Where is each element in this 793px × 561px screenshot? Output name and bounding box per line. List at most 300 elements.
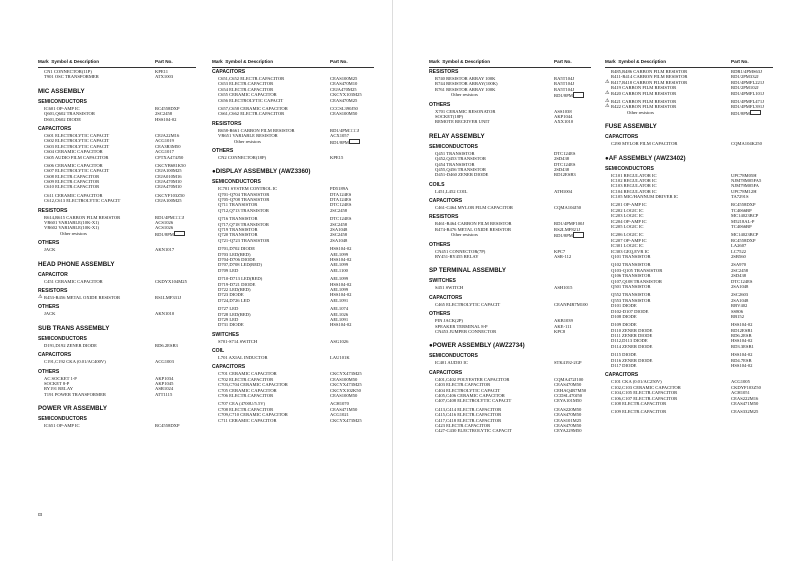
parts-row bbox=[38, 247, 196, 252]
section-title: ●DISPLAY ASSEMBLY (AWZ3360) bbox=[212, 168, 311, 176]
subsection-title: COIL bbox=[212, 348, 225, 355]
part-number-text: 2SD438 bbox=[554, 156, 570, 162]
part-description: Q101 TRANSISTOR bbox=[611, 253, 651, 259]
part-description: Q719 TRANSISTOR bbox=[218, 227, 258, 233]
part-number-text: RD1/4PMF100J bbox=[554, 221, 585, 227]
part-description: Q701-Q704 TRANSISTOR bbox=[218, 191, 270, 197]
part-description: IC205 LOGIC IC bbox=[611, 224, 644, 230]
part-number-text: CEAS470M25 bbox=[330, 97, 358, 103]
part-description: C404 ELECTROLYTIC CAPACIT bbox=[435, 387, 501, 393]
subsection-title: RESISTORS bbox=[429, 69, 459, 75]
part-number-text: CCDSL470J50 bbox=[554, 392, 583, 398]
parts-row bbox=[429, 254, 591, 259]
part-number-text: ATX1003 bbox=[155, 74, 174, 80]
part-description: D114 ZENER DIODE bbox=[611, 343, 653, 349]
part-number-text: KPE15 bbox=[330, 154, 344, 160]
part-number bbox=[731, 363, 752, 368]
part-description: VR601 VARIABLE(10K-X1) bbox=[44, 220, 100, 226]
part-description: S701-S714 SWITCH bbox=[218, 338, 258, 344]
part-description: C654 ELECTR.CAPACITOR bbox=[218, 86, 274, 92]
part-number-text: AKP1045 bbox=[155, 380, 174, 386]
subsection-title: SEMICONDUCTORS bbox=[429, 143, 478, 150]
part-number-text: 2SA1048 bbox=[330, 227, 348, 233]
header-mark-symbol: Mark Symbol & Description bbox=[212, 59, 274, 64]
part-number-text: RD12ESB3 bbox=[554, 172, 576, 178]
part-number-text: CEANP4R7M100 bbox=[554, 301, 588, 307]
part-description: R744 RESISTOR ARRAY(100K) bbox=[435, 81, 498, 87]
part-description: SPEAKER TERMINAL 8-P bbox=[435, 323, 488, 329]
section-title: FUSE ASSEMBLY bbox=[605, 123, 657, 131]
part-number-text: UPC78M12H bbox=[731, 188, 757, 194]
part-number-text: 2SB560 bbox=[731, 253, 746, 259]
part-description: C102,C103 CERAMIC CAPACITOR bbox=[611, 384, 681, 390]
part-description: R474-R476 METAL OXIDE RESISTOR bbox=[435, 226, 512, 232]
part-description: IC303 GEQ,EVR IC bbox=[611, 248, 650, 254]
part-number-text: ASR1024 bbox=[155, 386, 174, 392]
part-description: IC206 LOGIC IC bbox=[611, 232, 644, 238]
part-number-text: CQMA472J100 bbox=[554, 376, 584, 382]
part-description: R453-R456 METAL OXIDE RESISTOR bbox=[44, 294, 121, 300]
part-description: IC301 LOGIC IC bbox=[611, 243, 644, 249]
part-description: C407,C408 ELECTROLYTIC CAPACIT bbox=[435, 398, 512, 404]
part-description: R461-R464 CARBON FILM RESISTOR bbox=[435, 221, 512, 227]
part-description: Q103-Q105 TRANSISTOR bbox=[611, 267, 663, 273]
part-description: REMOTE RECEIVER UNIT bbox=[435, 119, 490, 125]
part-description: VR651 VARIABLE RESISTOR bbox=[218, 133, 278, 139]
part-description: L451,L452 COIL bbox=[435, 188, 468, 194]
part-number-text: RS1LMF331J bbox=[155, 294, 182, 300]
part-number-text: TC4066BP bbox=[731, 207, 752, 213]
parts-row bbox=[212, 393, 374, 398]
part-description: R485,R486 CARBON FILM RESISTOR bbox=[611, 69, 688, 74]
part-number-text: ACX1057 bbox=[330, 133, 349, 139]
section-title: MIC ASSEMBLY bbox=[38, 87, 85, 95]
part-description: C608 ELECTR.CAPACITOR bbox=[44, 173, 100, 179]
part-description: C108 ELECTR.CAPACITOR bbox=[611, 400, 667, 406]
part-number-text: CEAS100M50 bbox=[330, 111, 358, 117]
part-number-text: ACH1070 bbox=[330, 401, 349, 407]
part-number-text: RD1/4PMFL391J bbox=[731, 104, 764, 110]
parts-row bbox=[212, 355, 374, 360]
part-description: AC SOCKET 1-P bbox=[44, 375, 77, 381]
part-description: Other resistors bbox=[60, 230, 87, 236]
part-number-text: CEJA22M16 bbox=[155, 132, 180, 138]
part-description: IC203 LOGIC IC bbox=[611, 213, 644, 219]
part-number-text: CEJA010M16 bbox=[155, 173, 182, 179]
part-number-text: CEAS470M10 bbox=[330, 81, 358, 87]
part-number-text: RC4558DXP bbox=[155, 105, 180, 111]
part-number-text: RC4558DXP bbox=[155, 423, 180, 429]
part-number-text: RD1/4PM□□□J bbox=[155, 214, 185, 220]
section-title: ●POWER ASSEMBLY (AWZ2734) bbox=[429, 342, 525, 350]
subsection-title: SEMICONDUCTORS bbox=[38, 98, 87, 105]
parts-row bbox=[605, 194, 773, 199]
safety-mark-icon: ⚠ bbox=[605, 98, 610, 104]
part-number-text: CEAS100M50 bbox=[330, 376, 358, 382]
part-description: C661,C662 ELECTR.CAPACITOR bbox=[218, 111, 285, 117]
part-description: R417,R418 CARBON FILM RESISTOR bbox=[611, 79, 688, 85]
page-footer-mark: ⊡ bbox=[38, 513, 43, 518]
part-number-text: RD1/8PM bbox=[330, 139, 349, 145]
part-number-text: CEAS101M25 bbox=[554, 417, 582, 423]
parts-row bbox=[212, 339, 374, 344]
part-number-text: NJM79M05FA bbox=[731, 183, 759, 189]
part-number-text: AEL1099 bbox=[330, 276, 349, 282]
section-title: ●AF ASSEMBLY (AWZ3402) bbox=[605, 154, 686, 162]
part-description: C415,C416 ELECTR.CAPACITOR bbox=[435, 412, 502, 418]
parts-row bbox=[212, 208, 374, 213]
part-number-text: RA5T104J bbox=[554, 86, 575, 92]
part-description: SOCKET(18P) bbox=[435, 113, 464, 119]
part-number bbox=[330, 139, 360, 145]
part-description: C104,C105 ELECTR.CAPACITOR bbox=[611, 390, 678, 396]
part-description: D723 DIODE bbox=[218, 292, 244, 298]
part-number-text: RA5T104J bbox=[554, 81, 575, 87]
part-description: C401,C402 POLYESTER CAPACITOR bbox=[435, 376, 510, 382]
part-number bbox=[554, 398, 582, 403]
part-number bbox=[330, 238, 347, 243]
part-number-text: CEAS220M50 bbox=[554, 406, 582, 412]
part-description: C465 ELECTROLYTIC CAPACIT bbox=[435, 301, 501, 307]
part-number-text: CEYA229M50 bbox=[554, 428, 582, 434]
part-number-text: RS2LMF821J bbox=[554, 226, 581, 232]
parts-row bbox=[605, 401, 773, 406]
subsection-title: CAPACITORS bbox=[212, 364, 246, 371]
part-number-text: CEAS470M50 bbox=[554, 412, 582, 418]
parts-row bbox=[429, 329, 591, 334]
part-description: Other resistors bbox=[627, 109, 654, 115]
part-number bbox=[155, 295, 181, 300]
subsection-title: OTHERS bbox=[429, 241, 451, 248]
part-description: D728 LED(RED) bbox=[218, 311, 251, 317]
subsection-title: OTHERS bbox=[38, 304, 60, 311]
part-number-text: 2SC2458 bbox=[731, 267, 749, 273]
part-description: VR602 VARIABLE(10K-X1) bbox=[44, 225, 100, 231]
part-number-text: 2SA970 bbox=[731, 262, 747, 268]
part-description: Q720 TRANSISTOR bbox=[218, 232, 258, 238]
parts-row bbox=[605, 224, 773, 229]
part-number-text: PD5189A bbox=[330, 186, 349, 192]
part-description: IC105 MIC/HANNUM DRIVER IC bbox=[611, 194, 679, 200]
part-description: Q711 TRANSISTOR bbox=[218, 202, 258, 208]
part-description: Q102 TRANSISTOR bbox=[611, 262, 651, 268]
parts-row bbox=[212, 418, 374, 423]
part-number bbox=[731, 284, 748, 289]
part-number-text: RD1/4PMFL101J bbox=[731, 90, 764, 96]
part-description: D115 DIODE bbox=[611, 352, 637, 358]
part-description: D108 DIODE bbox=[611, 313, 637, 319]
part-number bbox=[330, 418, 362, 423]
part-description: D731 DIODE bbox=[218, 322, 244, 328]
part-number-text: RDR1/4PMS63J bbox=[731, 69, 762, 74]
parts-row bbox=[38, 184, 196, 189]
part-description: C606 CERAMIC CAPACITOR bbox=[44, 162, 103, 168]
part-description: D111 ZENER DIODE bbox=[611, 333, 653, 339]
part-number-text: SS806 bbox=[731, 308, 744, 314]
part-description: C413,C414 ELECTR.CAPACITOR bbox=[435, 406, 502, 412]
part-number-text: CKCYX473M25 bbox=[330, 371, 362, 377]
part-number-text: ASS1038 bbox=[554, 108, 572, 114]
part-number-text: RD1/8PM bbox=[731, 110, 750, 116]
parts-row bbox=[38, 311, 196, 316]
part-number-text: ACG1019 bbox=[155, 138, 174, 144]
part-number-text: ACG1003 bbox=[155, 359, 174, 365]
part-number-text: CEAS332M25 bbox=[731, 409, 759, 415]
part-number-text: 2SA1048 bbox=[330, 237, 348, 243]
part-description: Q455,Q456 TRANSISTOR bbox=[435, 166, 486, 172]
part-description: Other resistors bbox=[234, 138, 261, 144]
parts-row bbox=[38, 117, 196, 122]
part-description: IC103 REGULATOR IC bbox=[611, 183, 657, 189]
part-description: Q454 TRANSISTOR bbox=[435, 161, 475, 167]
part-number bbox=[731, 401, 758, 406]
parts-row bbox=[212, 298, 374, 303]
parts-row bbox=[212, 155, 374, 160]
parts-row bbox=[605, 409, 773, 414]
parts-row bbox=[429, 189, 591, 194]
part-number bbox=[155, 74, 173, 79]
parts-row bbox=[212, 322, 374, 327]
part-description: C711 CERAMIC CAPACITOR bbox=[218, 417, 277, 423]
part-description: IC601 OP-AMP IC bbox=[44, 105, 80, 111]
part-description: C655 CERAMIC CAPACITOR bbox=[218, 92, 277, 98]
part-description: C709,C710 CERAMIC CAPACITOR bbox=[218, 412, 288, 418]
parts-row bbox=[429, 232, 591, 237]
parts-row bbox=[605, 284, 773, 289]
part-description: D710-D713 LED(RED) bbox=[218, 276, 263, 282]
part-number-text: RBV402 bbox=[731, 303, 748, 309]
parts-row bbox=[212, 98, 374, 103]
part-number-text: AKB1039 bbox=[554, 318, 573, 324]
part-number bbox=[554, 428, 582, 433]
section-title: SP TERMINAL ASSEMBLY bbox=[429, 267, 507, 275]
part-number-text: AKN1010 bbox=[155, 311, 175, 317]
part-number-text: CEYA101M50 bbox=[554, 398, 582, 404]
part-number bbox=[554, 205, 581, 210]
part-number-text: CKCYX473M25 bbox=[330, 382, 362, 388]
part-number-text: AKP1044 bbox=[554, 113, 573, 119]
part-number bbox=[731, 110, 761, 116]
part-description: D102-D107 DIODE bbox=[611, 308, 649, 314]
subsection-title: CAPACITORS bbox=[38, 352, 72, 359]
header-part-no: Part No. bbox=[155, 59, 173, 64]
header-mark-symbol: Mark Symbol & Description bbox=[605, 59, 667, 64]
part-number-text: RD12ESB1 bbox=[731, 327, 753, 333]
header-part-no: Part No. bbox=[330, 59, 348, 64]
subsection-title: CAPACITORS bbox=[605, 134, 639, 141]
parts-row bbox=[212, 139, 374, 144]
part-description: R411-R414 CARBON FILM RESISTOR bbox=[611, 74, 688, 80]
part-number bbox=[330, 355, 350, 360]
part-number-text: CKCYX473M25 bbox=[330, 417, 362, 423]
header-mark-symbol: Mark Symbol & Description bbox=[38, 59, 100, 64]
parts-row bbox=[429, 302, 591, 307]
part-number-text: CEAS470M50 bbox=[554, 382, 582, 388]
part-number bbox=[554, 119, 573, 124]
part-number-text: 2SC2458 bbox=[330, 207, 348, 213]
part-number-text: CEJA470M25 bbox=[330, 86, 357, 92]
part-description: D709 LED bbox=[218, 267, 239, 273]
part-number bbox=[554, 232, 584, 238]
part-number-text: ACG1021 bbox=[330, 412, 349, 418]
part-description: C610 ELECTR.CAPACITOR bbox=[44, 184, 100, 190]
header-col-3 bbox=[429, 59, 591, 68]
subsection-title: OTHERS bbox=[212, 147, 234, 154]
part-description: C611 CERAMIC CAPACITOR bbox=[44, 192, 103, 198]
part-number-text: AEL1026 bbox=[330, 311, 349, 317]
part-number-text: AEL1091 bbox=[330, 297, 349, 303]
part-description: C609 ELECTR.CAPACITOR bbox=[44, 179, 100, 185]
part-description: D601,D602 DIODE bbox=[44, 116, 82, 122]
part-number bbox=[155, 311, 174, 316]
part-description: T901 OSC TRANSFORMER bbox=[44, 74, 99, 80]
header-part-no: Part No. bbox=[554, 59, 572, 64]
part-description: R420 CARBON FILM RESISTOR bbox=[611, 90, 677, 96]
part-number-text: CFTXA474J50 bbox=[155, 154, 184, 160]
parts-row bbox=[38, 359, 196, 364]
subsection-title: CAPACITORS bbox=[38, 125, 72, 132]
part-description: IC204 OP-AMP IC bbox=[611, 218, 647, 224]
header-col-2 bbox=[212, 59, 374, 68]
subsection-title: SEMICONDUCTORS bbox=[38, 335, 87, 342]
subsection-title: CAPACITORS bbox=[212, 69, 246, 75]
section-title: POWER VR ASSEMBLY bbox=[38, 405, 107, 413]
part-number bbox=[330, 268, 348, 273]
subsection-title: SEMICONDUCTORS bbox=[429, 353, 478, 360]
part-number-text: LA2607 bbox=[731, 243, 747, 249]
part-number-text: CEHAQ4R7M50 bbox=[554, 387, 587, 393]
part-number-text: 2SA1048 bbox=[731, 297, 749, 303]
part-number-text: DTC124ES bbox=[731, 278, 753, 284]
part-description: C403 ELECTR.CAPACITOR bbox=[435, 382, 491, 388]
parts-row bbox=[429, 398, 591, 403]
subsection-title: SEMICONDUCTORS bbox=[38, 416, 87, 423]
part-number-text: CQMA104K250 bbox=[731, 141, 762, 147]
subsection-title: RESISTORS bbox=[212, 120, 242, 127]
part-description: Other resistors bbox=[451, 92, 478, 98]
part-number-text: RD1/4PMFL471J bbox=[731, 98, 764, 104]
part-description: Q106 TRANSISTOR bbox=[611, 273, 651, 279]
part-number bbox=[554, 360, 582, 365]
part-number bbox=[554, 172, 576, 177]
part-number bbox=[330, 208, 347, 213]
parts-row bbox=[605, 110, 773, 115]
part-description: Q451 TRANSISTOR bbox=[435, 150, 475, 156]
parts-row bbox=[38, 198, 196, 203]
part-description: IC101 REGULATOR IC bbox=[611, 172, 657, 178]
part-number-text: HSS104-02 bbox=[155, 116, 177, 122]
part-description: SOCKET 8-P bbox=[44, 380, 70, 386]
part-number-text: CKCYX103M25 bbox=[330, 92, 362, 98]
part-number-text: HSS104-02 bbox=[330, 322, 352, 328]
parts-row bbox=[38, 279, 196, 284]
part-number-text: RD6.2ESB bbox=[731, 333, 752, 339]
part-description: D117 DIODE bbox=[611, 363, 637, 369]
part-description: R761 RESISTOR ARRAY 100K bbox=[435, 86, 496, 92]
header-part-no: Part No. bbox=[731, 59, 749, 64]
parts-row bbox=[429, 428, 591, 433]
header-mark-symbol: Mark Symbol & Description bbox=[429, 59, 491, 64]
part-description: C427-C430 ELECTROLYTIC CAPACIT bbox=[435, 428, 512, 434]
part-number-text: ACS1026 bbox=[155, 225, 174, 231]
part-number bbox=[155, 392, 172, 397]
part-number bbox=[554, 254, 571, 259]
part-description: IC701 SYSTEM CONTROL IC bbox=[218, 186, 278, 192]
part-number bbox=[731, 314, 744, 319]
part-number-text: CEAS470M50 bbox=[554, 422, 582, 428]
subsection-title: CAPACITORS bbox=[429, 198, 463, 205]
parts-row bbox=[605, 254, 773, 259]
part-number-text: RD1/2PM102J bbox=[731, 85, 759, 91]
part-number-text: RD3.3ESB1 bbox=[731, 343, 754, 349]
safety-mark-icon: ⚠ bbox=[605, 79, 610, 85]
part-number-text: CEAS100M25 bbox=[330, 76, 358, 81]
part-number-text: HSS104-02 bbox=[731, 338, 753, 344]
part-number-text: DTC124ES bbox=[330, 202, 352, 208]
part-number bbox=[330, 339, 348, 344]
subsection-title: RESISTORS bbox=[38, 287, 68, 294]
subsection-title: OTHERS bbox=[429, 101, 451, 108]
parts-row bbox=[38, 231, 196, 236]
part-description: Q717,Q718 TRANSISTOR bbox=[218, 221, 269, 227]
part-description: D724,D726 LED bbox=[218, 297, 250, 303]
part-number-text: HSS104-02 bbox=[330, 281, 352, 287]
part-number-text: RB152 bbox=[731, 313, 745, 319]
part-description: D116 ZENER DIODE bbox=[611, 357, 653, 363]
part-number-text: KPE11 bbox=[155, 69, 169, 74]
part-number-text: ASR-112 bbox=[554, 254, 572, 260]
part-number bbox=[155, 117, 176, 122]
part-number-text: M5218AL-P bbox=[731, 218, 755, 224]
part-description: C702 ELECTR.CAPACITOR bbox=[218, 376, 274, 382]
part-number-text: AEL1091 bbox=[330, 316, 349, 322]
part-number-text: RD4.7ESB bbox=[731, 357, 752, 363]
part-description: Q705-Q708 TRANSISTOR bbox=[218, 197, 270, 203]
subsection-title: OTHERS bbox=[38, 240, 60, 247]
parts-row bbox=[605, 314, 773, 319]
part-number bbox=[155, 247, 174, 252]
part-number-text: CEAS222M16 bbox=[731, 395, 759, 401]
part-number-text: 2SD438 bbox=[731, 273, 747, 279]
part-number-text: STK4192-2GP bbox=[554, 360, 582, 366]
part-number-text: CKDYF103Z50 bbox=[731, 384, 761, 390]
parts-row bbox=[605, 344, 773, 349]
safety-mark-icon: ⚠ bbox=[605, 104, 610, 110]
part-number-text: AEL1099 bbox=[330, 262, 349, 268]
subsection-title: SWITCHES bbox=[429, 278, 456, 285]
part-description: C451 CERAMIC CAPACITOR bbox=[44, 278, 103, 284]
part-description: CN453 JUMPER CONNECTOR bbox=[435, 328, 497, 334]
header-col-1 bbox=[38, 59, 196, 68]
part-number-text: KPC7 bbox=[554, 248, 566, 254]
part-number-text: ACG1017 bbox=[155, 149, 174, 155]
section-title: SUB TRANS ASSEMBLY bbox=[38, 324, 110, 332]
part-number-text: AKE-111 bbox=[554, 323, 572, 329]
part-description: IC202 LOGIC IC bbox=[611, 207, 644, 213]
part-number bbox=[155, 423, 180, 428]
subsection-title: CAPACITORS bbox=[429, 369, 463, 376]
part-description: CN2 CONNECTOR(18P) bbox=[218, 154, 267, 160]
value-placeholder-boxes bbox=[573, 232, 584, 237]
part-description: C423 ELECTR.CAPACITOR bbox=[435, 422, 491, 428]
part-description: C603 ELECTROLYTIC CAPACIT bbox=[44, 143, 110, 149]
part-description: D109 DIODE bbox=[611, 322, 637, 328]
parts-row bbox=[38, 392, 196, 397]
subsection-title: CAPACITORS bbox=[605, 372, 639, 379]
part-number bbox=[554, 302, 588, 307]
subsection-title: COILS bbox=[429, 181, 445, 188]
part-number-text: DTC124ES bbox=[554, 161, 576, 167]
